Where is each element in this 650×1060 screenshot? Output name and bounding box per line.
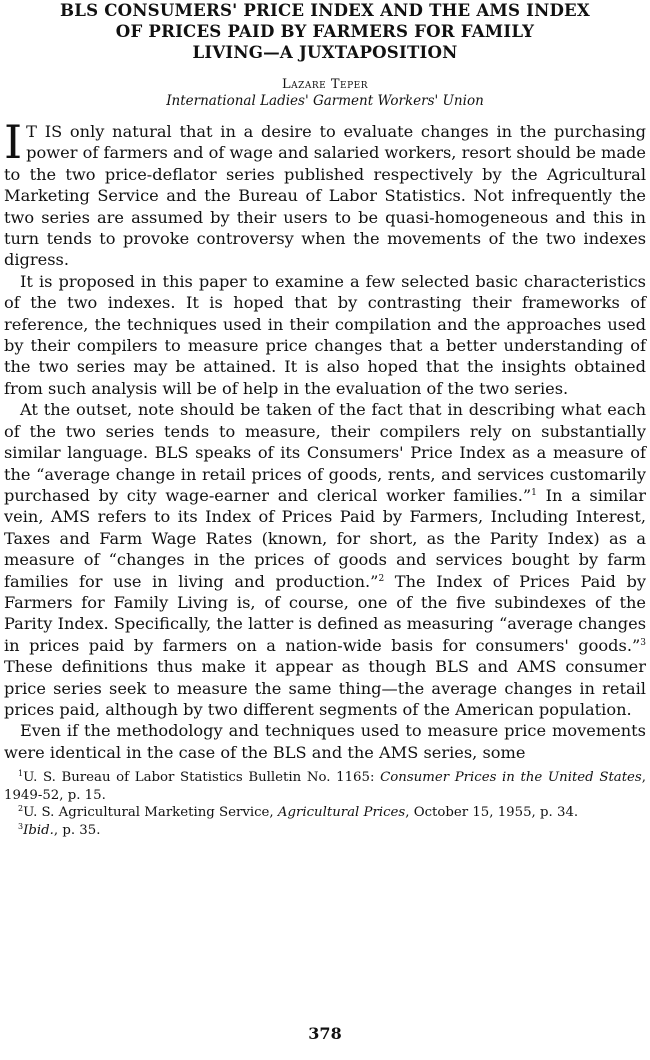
footnote-1-tail: , 1949-52, p. 15. xyxy=(4,770,646,803)
title-line-1: BLS CONSUMERS' PRICE INDEX AND THE AMS INDEX xyxy=(60,0,590,20)
footnote-ref-1: 1 xyxy=(531,487,537,498)
footnote-1-text: U. S. Bureau of Labor Statistics Bulletin No. 1165: xyxy=(23,770,381,786)
footnote-2 xyxy=(4,804,646,822)
paragraph-1 xyxy=(4,115,646,271)
paragraph-3-text-a: At the outset, note should be taken of the fact that in describing what each of the two series tends to measure, their compilers rely on substantially similar language. BLS speaks of its Consumers' Price Index as a measure of the “average change in retail prices of goods, rents, and services customarily purchased by city wage-earner and clerical worker families.” xyxy=(4,400,646,505)
footnotes xyxy=(4,769,646,839)
title-line-2: OF PRICES PAID BY FARMERS FOR FAMILY xyxy=(115,21,535,41)
paragraph-2: It is proposed in this paper to examine a few selected basic characteristics of the two indexes. It is hoped that by contrasting their frameworks of reference, the techniques used in their compilation and the approaches used by their compilers to measure price changes that a better understanding of the two series may be attained. It is also hoped that the insights obtained from such analysis will be of help in the evaluation of the two series. xyxy=(4,271,646,398)
paragraph-3-text-d: These definitions thus make it appear as though BLS and AMS consumer price series seek to measure the same thing—the average changes in retail prices paid, although by two different segments of the American population. xyxy=(4,657,646,719)
title-line-3: LIVING—A JUXTAPOSITION xyxy=(192,42,458,62)
paragraph-4: Even if the methodology and techniques used to measure price movements were identical in the case of the BLS and the AMS series, some xyxy=(4,721,646,762)
footnote-2-mark: 2 xyxy=(18,804,24,814)
paragraph-3 xyxy=(4,399,646,720)
footnote-1 xyxy=(4,769,646,804)
drop-cap: I xyxy=(4,115,23,169)
page-number: 378 xyxy=(308,1024,342,1043)
author-name: Lazare Teper xyxy=(281,77,368,92)
paragraph-3-text-c: The Index of Prices Paid by Farmers for Family Living is, of course, one of the five subindexes of the Parity Index. Specifically, the latter is defined as measuring “average changes in prices paid by farmers on a nation-wide basis for consumers' goods.” xyxy=(4,571,646,655)
footnote-3 xyxy=(4,822,646,840)
footnote-2-title: Agricultural Prices xyxy=(277,805,406,821)
article-title xyxy=(4,0,646,63)
footnote-ref-2: 2 xyxy=(378,573,385,584)
footnote-3-tail: , p. 35. xyxy=(53,822,101,838)
page xyxy=(4,0,646,840)
footnote-3-ibid: Ibid. xyxy=(23,822,54,838)
footnote-3-mark: 3 xyxy=(18,821,24,831)
paragraph-3-text-b: In a similar vein, AMS refers to its Index of Prices Paid by Farmers, Including Interest, Taxes and Farm Wage Rates (known, for short, as the Parity Index) as a measure of “changes in the prices of goods and services bought by farm families for use in living and production.” xyxy=(4,485,646,591)
footnote-1-mark: 1 xyxy=(18,769,24,779)
footnote-1-title: Consumer Prices in the United States xyxy=(380,770,642,786)
footnote-2-text: U. S. Agricultural Marketing Service, xyxy=(23,805,278,821)
footnote-2-tail: , October 15, 1955, p. 34. xyxy=(405,805,579,821)
author-affiliation: International Ladies' Garment Workers' Union xyxy=(166,93,484,109)
footnote-ref-3: 3 xyxy=(640,637,646,648)
article-body xyxy=(4,115,646,763)
paragraph-1-text: T IS only natural that in a desire to evaluate changes in the purchasing power of farmers and of wage and salaried workers, resort should be made to the two price-deflator series published respectively by the Agricultural Marketing Service and the Bureau of Labor Statistics. Not infrequently the two series are assumed by their users to be quasi-homogeneous and this in turn tends to provoke controversy when the movements of the two indexes digress. xyxy=(4,122,646,270)
